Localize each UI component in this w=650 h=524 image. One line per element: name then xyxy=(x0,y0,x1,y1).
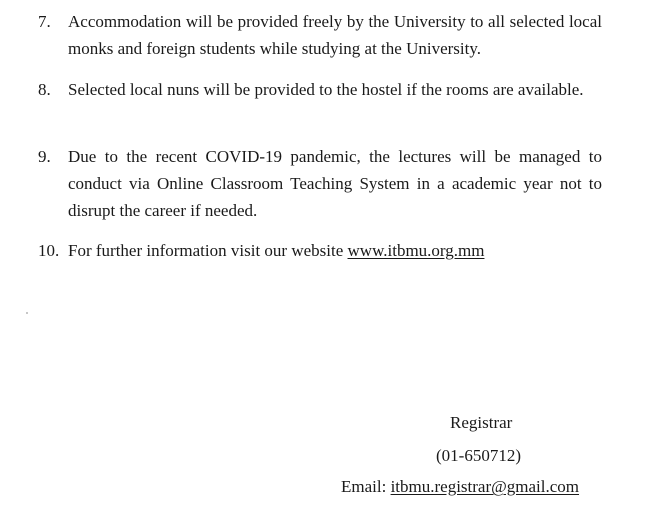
list-item-text: Due to the recent COVID-19 pandemic, the lectures will be managed to conduct via Online Classroom Teaching System in a academic year not to disrupt the career if needed. xyxy=(68,147,602,220)
email-link[interactable]: itbmu.registrar@gmail.com xyxy=(390,477,580,496)
website-intro-text: For further information visit our website xyxy=(68,241,348,260)
list-item-number: 8. xyxy=(38,80,51,99)
list-item-8 xyxy=(38,76,602,103)
list-item-number: 7. xyxy=(38,12,51,31)
list-item-text xyxy=(68,237,602,264)
signature-phone: (01-650712) xyxy=(436,446,521,465)
list-item-9 xyxy=(38,143,602,224)
website-link[interactable]: www.itbmu.org.mm xyxy=(347,241,485,260)
email-label: Email: xyxy=(341,477,391,496)
signature-email-line xyxy=(341,476,579,498)
list-item-number: 9. xyxy=(38,147,51,166)
list-item-number: 10. xyxy=(38,241,60,260)
list-item-text: Accommodation will be provided freely by the University to all selected local monks and foreign students while studying at the University. xyxy=(68,12,602,58)
scan-speck xyxy=(26,312,28,314)
list-item-text: Selected local nuns will be provided to the hostel if the rooms are available. xyxy=(68,80,584,99)
list-item-10 xyxy=(38,237,602,264)
list-item-7 xyxy=(38,8,602,62)
signature-title: Registrar xyxy=(450,413,513,432)
